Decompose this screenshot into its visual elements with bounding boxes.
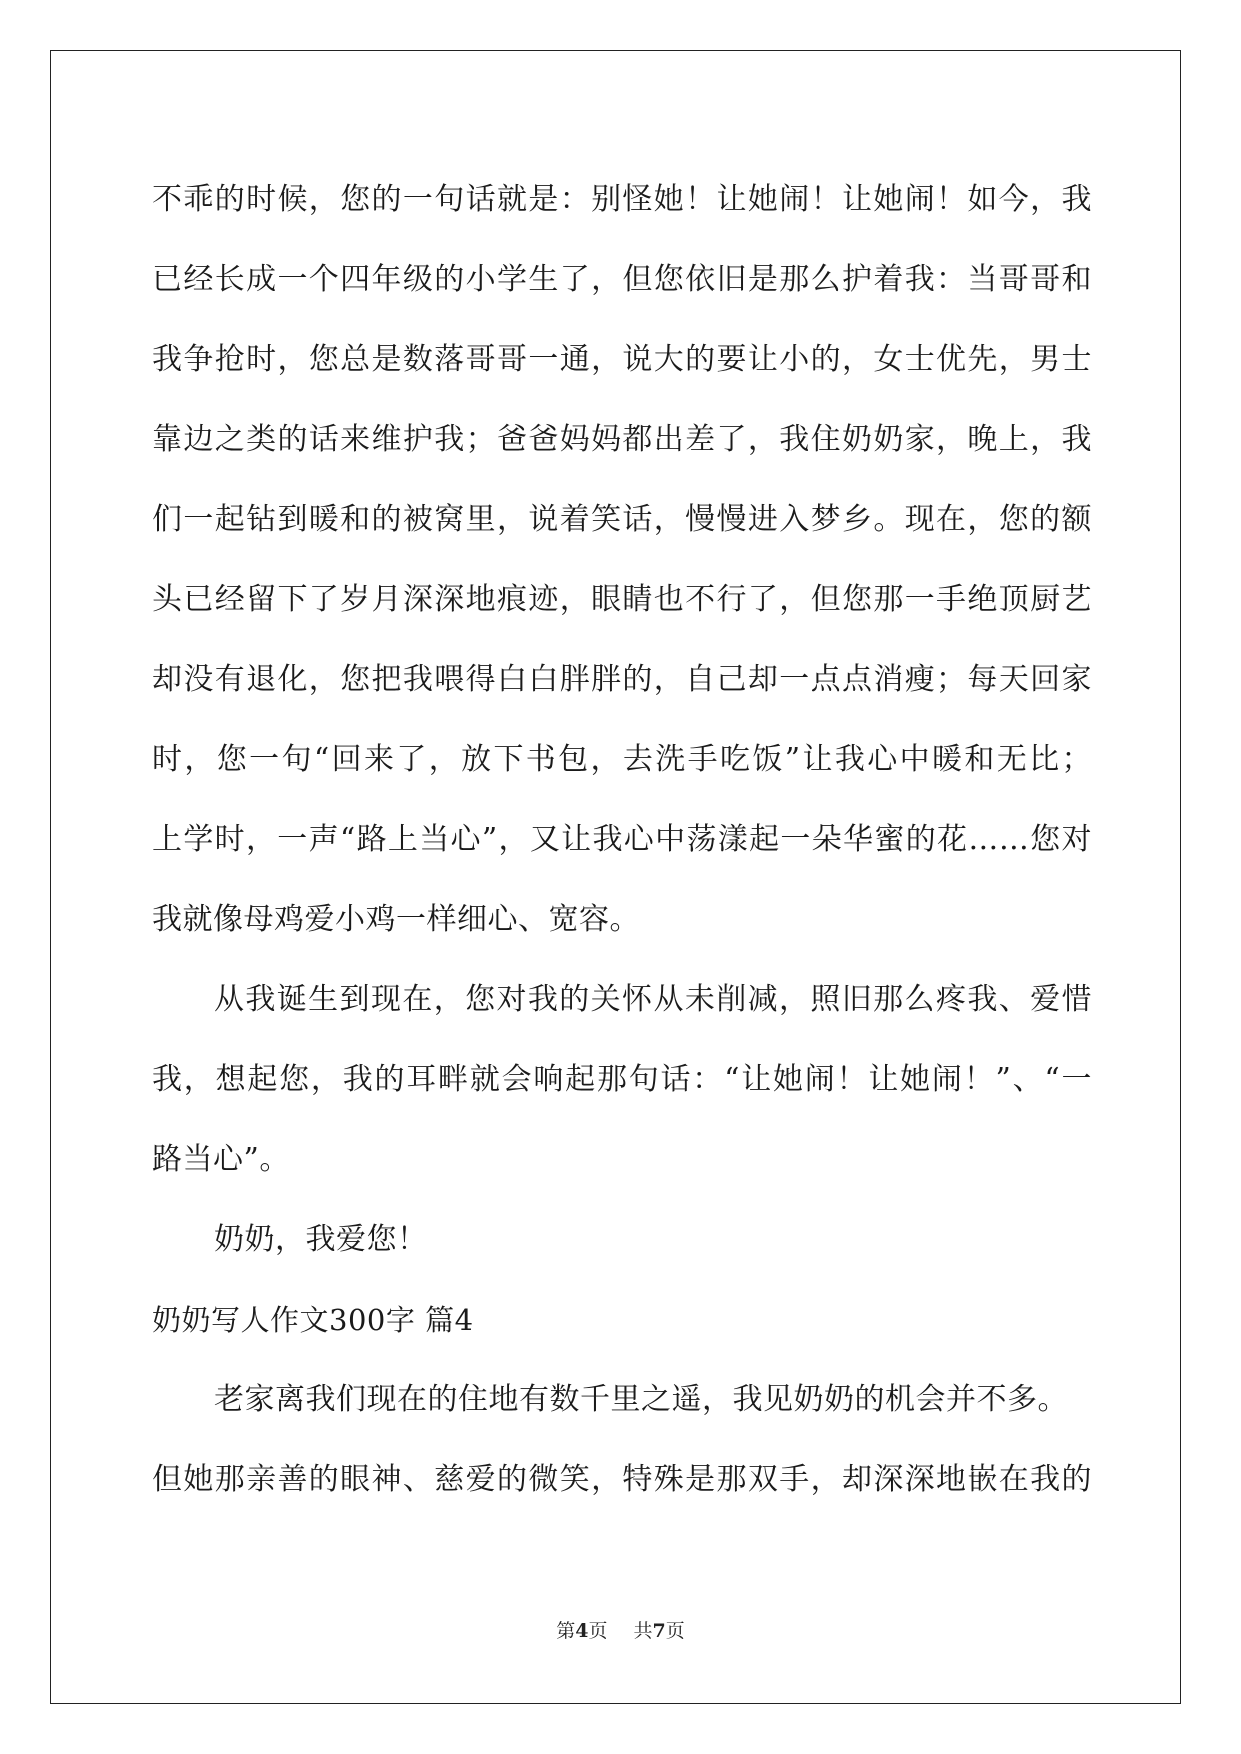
text-line-16: 老家离我们现在的住地有数千里之遥，我见奶奶的机会并不多。	[214, 1382, 1068, 1417]
document-body	[152, 160, 1092, 1520]
section-heading: 奶奶写人作文300字 篇4	[152, 1303, 474, 1337]
page-total: 7	[652, 1620, 666, 1642]
text-line-2: 已经长成一个四年级的小学生了，但您依旧是那么护着我：当哥哥和	[152, 262, 1092, 297]
page-suffix: 页	[588, 1620, 608, 1642]
text-line-3: 我争抢时，您总是数落哥哥一通，说大的要让小的，女士优先，男士	[152, 342, 1092, 377]
text-line-11: 从我诞生到现在，您对我的关怀从未削减，照旧那么疼我、爱惜	[214, 982, 1092, 1017]
text-line-5: 们一起钻到暖和的被窝里，说着笑话，慢慢进入梦乡。现在，您的额	[152, 502, 1092, 537]
text-line-10: 我就像母鸡爱小鸡一样细心、宽容。	[152, 902, 640, 937]
text-line-17: 但她那亲善的眼神、慈爱的微笑，特殊是那双手，却深深地嵌在我的	[152, 1462, 1092, 1497]
text-line-9: 上学时，一声“路上当心”，又让我心中荡漾起一朵华蜜的花……您对	[152, 822, 1092, 857]
text-line-4: 靠边之类的话来维护我；爸爸妈妈都出差了，我住奶奶家，晚上，我	[152, 422, 1092, 457]
page-footer	[0, 1617, 1241, 1645]
text-line-14: 奶奶，我爱您！	[214, 1222, 428, 1257]
text-line-1: 不乖的时候，您的一句话就是：别怪她！让她闹！让她闹！如今，我	[152, 182, 1092, 217]
total-prefix: 共	[633, 1620, 653, 1642]
text-line-8: 时，您一句“回来了，放下书包，去洗手吃饭”让我心中暖和无比；	[152, 742, 1092, 777]
text-line-6: 头已经留下了岁月深深地痕迹，眼睛也不行了，但您那一手绝顶厨艺	[152, 582, 1092, 617]
page-current: 4	[575, 1620, 589, 1642]
text-line-7: 却没有退化，您把我喂得白白胖胖的，自己却一点点消瘦；每天回家	[152, 662, 1092, 697]
text-line-12: 我，想起您，我的耳畔就会响起那句话：“让她闹！让她闹！”、“一	[152, 1062, 1092, 1097]
total-suffix: 页	[665, 1620, 685, 1642]
page-prefix: 第	[556, 1620, 576, 1642]
text-line-13: 路当心”。	[152, 1142, 290, 1177]
